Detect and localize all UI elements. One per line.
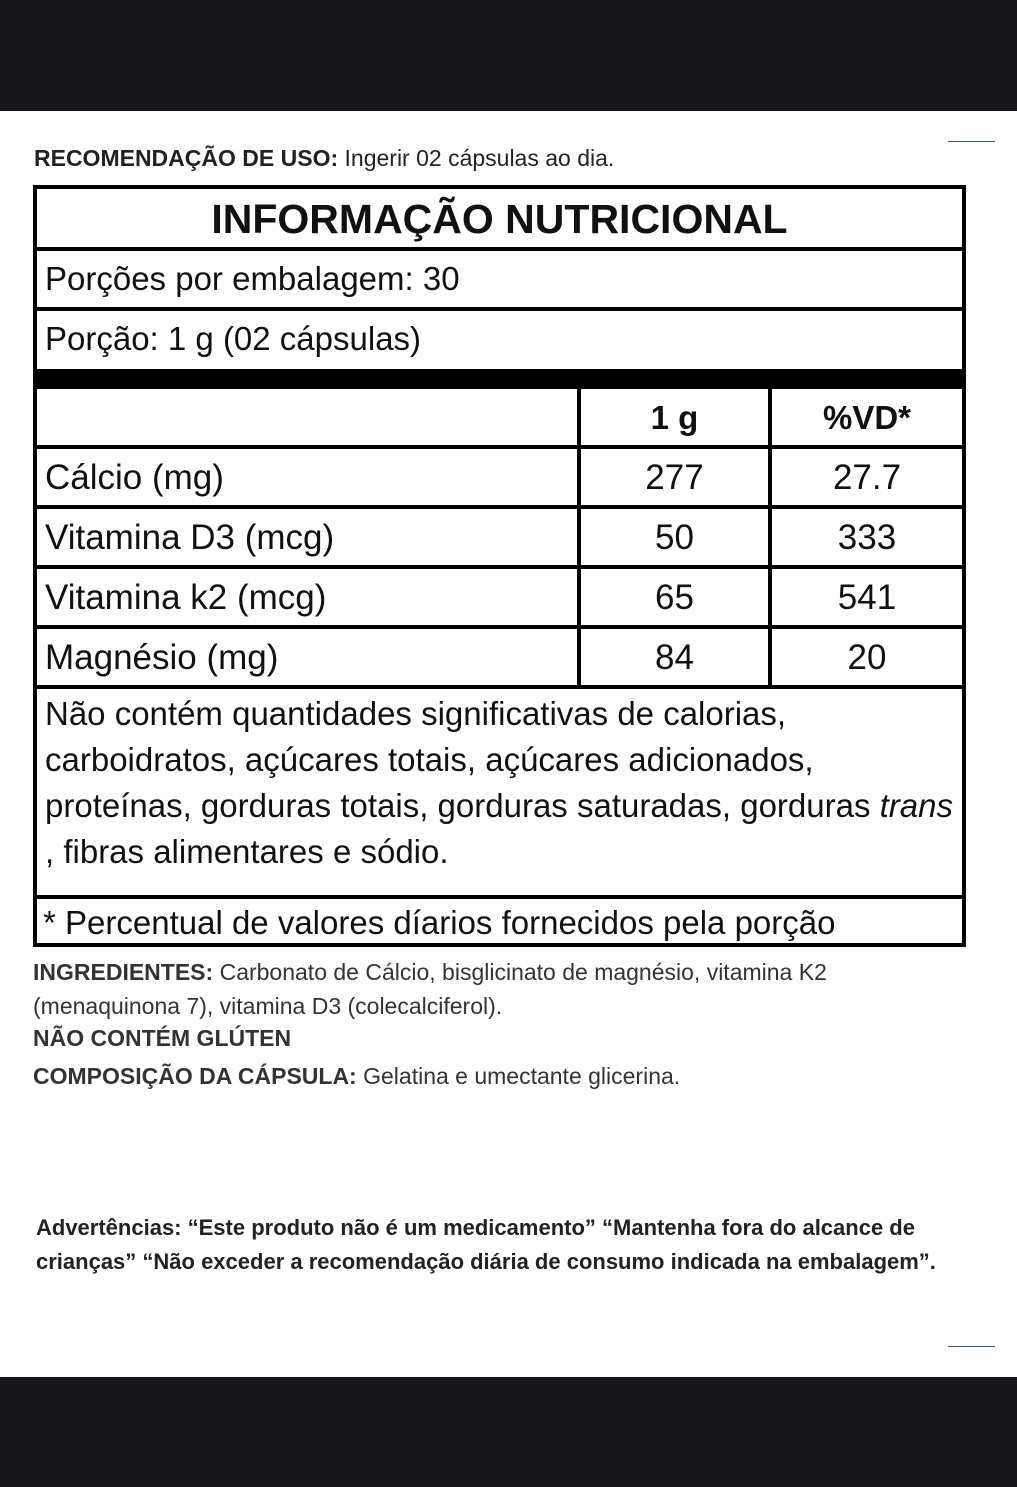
table-row [37, 629, 962, 689]
table-row [37, 509, 962, 569]
thick-divider [37, 369, 962, 389]
table-row [37, 449, 962, 509]
nutrition-facts-table [33, 185, 966, 947]
ingredients [33, 955, 968, 1023]
header-name [37, 389, 581, 445]
bottom-dark-bar [0, 1377, 1017, 1487]
servings-per-package: Porções por embalagem: 30 [37, 251, 962, 311]
capsule-label: COMPOSIÇÃO DA CÁPSULA: [33, 1063, 357, 1089]
nutrient-amount: 84 [581, 629, 772, 685]
notice-end: , fibras alimentares e sódio. [45, 833, 449, 870]
nutrient-name: Vitamina D3 (mcg) [37, 509, 581, 565]
top-corner-mark [948, 141, 995, 142]
nutrient-amount: 50 [581, 509, 772, 565]
nutrient-dv: 20 [847, 638, 887, 677]
ingredients-text: Carbonato de Cálcio, bisglicinato de magnésio, vitamina K2 (menaquinona 7), vitamina D3 (colecalciferol). [33, 959, 827, 1019]
nutrient-name: Magnésio (mg) [37, 629, 581, 685]
header-dv: %VD* [822, 399, 912, 436]
nutrient-amount: 65 [581, 569, 772, 625]
usage-label: RECOMENDAÇÃO DE USO: [34, 145, 339, 171]
capsule-text: Gelatina e umectante glicerina. [356, 1063, 681, 1089]
nutrient-name: Cálcio (mg) [37, 449, 581, 505]
insignificant-amounts-notice [37, 685, 962, 899]
gluten-statement: NÃO CONTÉM GLÚTEN [33, 1025, 292, 1051]
ingredients-label: INGREDIENTES: [33, 959, 214, 985]
nutrient-name: Vitamina k2 (mcg) [37, 569, 581, 625]
header-amount: 1 g [581, 389, 772, 445]
nutrient-amount: 277 [581, 449, 772, 505]
table-title: INFORMAÇÃO NUTRICIONAL [37, 189, 962, 251]
top-dark-bar [0, 0, 1017, 111]
table-header-row [37, 389, 962, 449]
notice-main: Não contém quantidades significativas de calorias, carboidratos, açúcares totais, açúcares adicionados, proteínas, gorduras totais, gorduras saturadas, gorduras [45, 695, 880, 824]
warnings: Advertências: “Este produto não é um medicamento” “Mantenha fora do alcance de crianças” “Não exceder a recomendação diária de consumo indicada na embalagem”. [36, 1215, 936, 1274]
bottom-corner-mark [948, 1346, 995, 1347]
serving-size: Porção: 1 g (02 cápsulas) [45, 320, 422, 357]
daily-value-footnote: * Percentual de valores díarios fornecidos pela porção [43, 904, 836, 941]
capsule-composition [33, 1063, 680, 1090]
nutrient-dv: 541 [837, 578, 897, 617]
usage-text: Ingerir 02 cápsulas ao dia. [338, 145, 615, 171]
table-row [37, 569, 962, 629]
nutrient-dv: 333 [837, 518, 897, 557]
notice-trans: trans [879, 787, 954, 824]
nutrient-dv: 27.7 [832, 458, 902, 497]
usage-recommendation [34, 145, 614, 172]
